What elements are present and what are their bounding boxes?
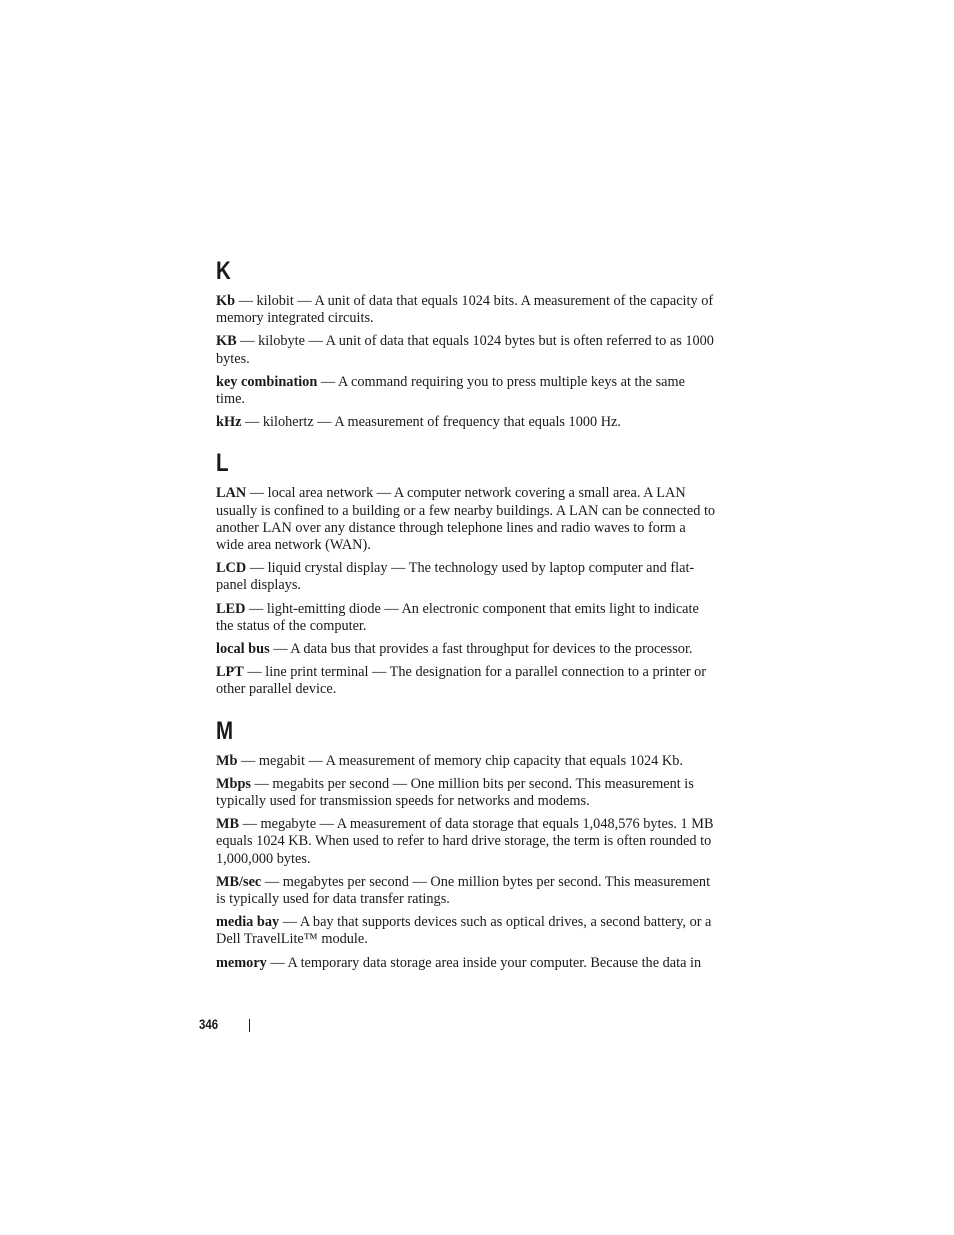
section-heading: K bbox=[216, 257, 231, 285]
glossary-term: MB/sec bbox=[216, 873, 262, 890]
glossary-entry bbox=[216, 485, 716, 554]
glossary-definition: — megabytes per second — One million bytes per second. This measurement is typically used for data transfer ratings. bbox=[216, 873, 711, 908]
glossary-entry bbox=[216, 955, 716, 972]
glossary-term: media bay bbox=[216, 914, 280, 931]
section-heading: M bbox=[216, 716, 234, 745]
glossary-term: kHz bbox=[216, 414, 242, 431]
glossary-definition: — local area network — A computer network covering a small area. A LAN usually is confined to a building or a few nearby buildings. A LAN can be connected to another LAN over any distance through telephone lines and radio waves to form a wide area network (WAN). bbox=[216, 485, 716, 554]
glossary-entry bbox=[216, 776, 716, 810]
glossary-term: memory bbox=[216, 954, 267, 971]
glossary-content bbox=[216, 256, 716, 978]
glossary-entry bbox=[216, 333, 716, 367]
glossary-term: LCD bbox=[216, 560, 247, 577]
glossary-entry bbox=[216, 874, 716, 908]
glossary-term: key combination bbox=[216, 373, 318, 390]
section-m bbox=[216, 716, 716, 972]
glossary-term: Kb bbox=[216, 293, 236, 309]
glossary-entry bbox=[216, 816, 716, 868]
glossary-definition: — line print terminal — The designation for a parallel connection to a printer or other parallel device. bbox=[216, 664, 707, 698]
glossary-definition: — megabit — A measurement of memory chip capacity that equals 1024 Kb. bbox=[237, 752, 683, 769]
glossary-term: MB bbox=[216, 816, 240, 833]
glossary-entry bbox=[216, 374, 716, 408]
glossary-entry bbox=[216, 414, 716, 431]
glossary-entry bbox=[216, 914, 716, 948]
glossary-definition: — A data bus that provides a fast throughput for devices to the processor. bbox=[269, 641, 693, 658]
glossary-term: Mb bbox=[216, 752, 238, 769]
page-footer bbox=[199, 1014, 222, 1034]
glossary-definition: — A command requiring you to press multiple keys at the same time. bbox=[216, 373, 685, 408]
section-heading: L bbox=[216, 449, 229, 478]
glossary-entry bbox=[216, 560, 716, 594]
section-l bbox=[216, 448, 716, 698]
glossary-definition: — light-emitting diode — An electronic component that emits light to indicate the status of the computer. bbox=[216, 600, 699, 634]
glossary-definition: — kilohertz — A measurement of frequency that equals 1000 Hz. bbox=[241, 414, 621, 431]
glossary-entry bbox=[216, 641, 716, 658]
glossary-entry bbox=[216, 664, 716, 698]
glossary-definition: — megabits per second — One million bits per second. This measurement is typically used for transmission speeds for networks and modems. bbox=[216, 775, 694, 810]
glossary-term: Mbps bbox=[216, 775, 251, 792]
glossary-definition: — A bay that supports devices such as optical drives, a second battery, or a Dell TravelLite™ module. bbox=[216, 914, 712, 948]
section-k bbox=[216, 256, 716, 431]
glossary-term: LED bbox=[216, 600, 246, 617]
glossary-term: KB bbox=[216, 333, 237, 350]
glossary-definition: — A temporary data storage area inside your computer. Because the data in bbox=[266, 954, 702, 971]
glossary-definition: — kilobyte — A unit of data that equals 1024 bytes but is often referred to as 1000 bytes. bbox=[216, 333, 714, 367]
glossary-definition: — kilobit — A unit of data that equals 1024 bits. A measurement of the capacity of memory integrated circuits. bbox=[216, 293, 714, 327]
glossary-definition: — megabyte — A measurement of data storage that equals 1,048,576 bytes. 1 MB equals 1024 KB. When used to refer to hard drive storage, the term is often rounded to 1,000,000 bytes. bbox=[216, 816, 714, 867]
glossary-term: local bus bbox=[216, 641, 270, 658]
glossary-term: LAN bbox=[216, 485, 247, 502]
glossary-term: LPT bbox=[216, 664, 244, 681]
glossary-entry bbox=[216, 601, 716, 635]
page-number: 346 bbox=[199, 1016, 219, 1032]
glossary-entry bbox=[216, 753, 716, 770]
footer-divider bbox=[249, 1019, 250, 1032]
glossary-entry bbox=[216, 293, 716, 327]
glossary-definition: — liquid crystal display — The technology used by laptop computer and flat-panel displays. bbox=[216, 560, 695, 594]
